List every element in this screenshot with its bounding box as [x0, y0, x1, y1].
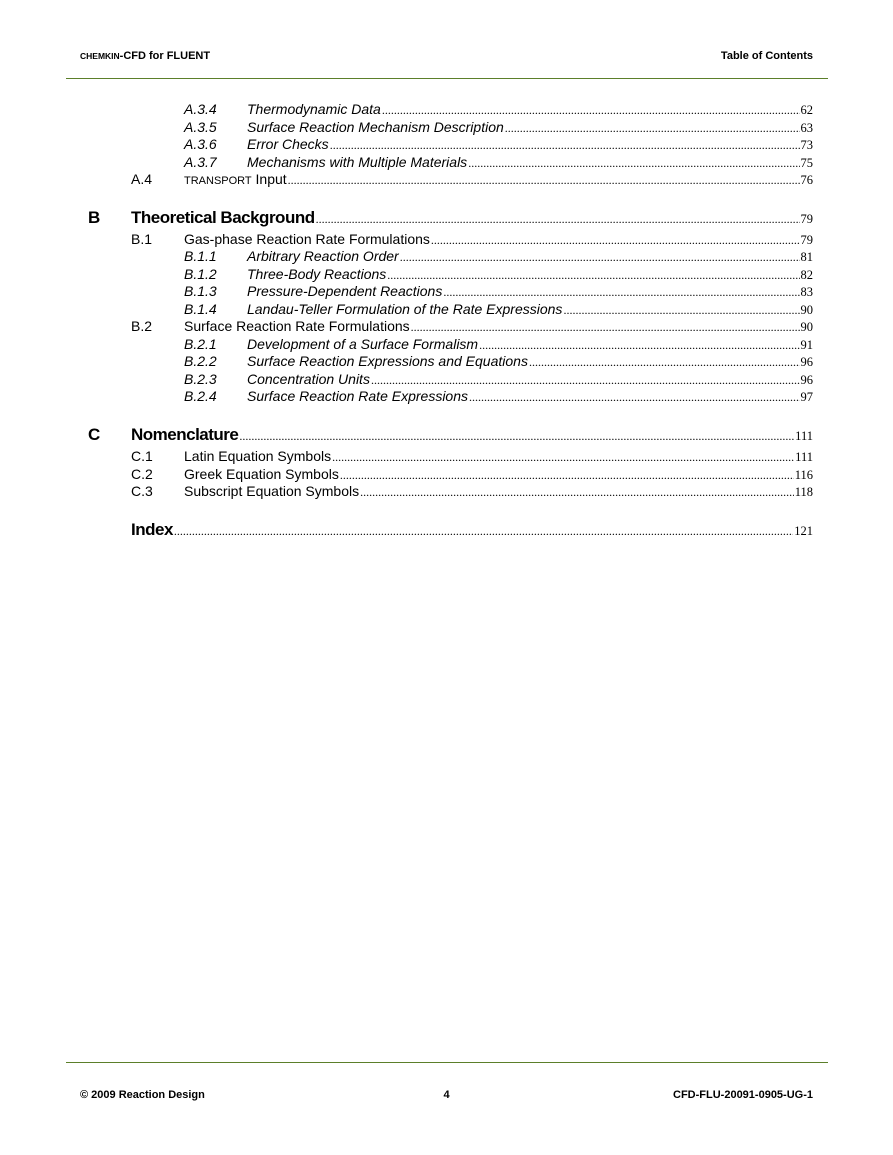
- dot-leader: [469, 388, 800, 406]
- toc-entry-c-2[interactable]: [0, 465, 893, 483]
- toc-number: B.1.1: [184, 248, 217, 264]
- toc-entry-c-3[interactable]: [0, 482, 893, 500]
- toc-number: C.3: [131, 483, 153, 499]
- toc-number: B.2.2: [184, 353, 217, 369]
- toc-title: Landau-Teller Formulation of the Rate Expressions: [247, 301, 563, 317]
- footer-copyright: © 2009 Reaction Design: [80, 1089, 205, 1101]
- dot-leader: [443, 283, 799, 301]
- toc-page: 91: [800, 338, 813, 352]
- toc-number: B.2.3: [184, 371, 217, 387]
- dot-leader: [332, 448, 794, 466]
- toc-entry-a-3-5[interactable]: [0, 118, 893, 136]
- toc-entry-b-1-3[interactable]: [0, 282, 893, 300]
- toc-page: 118: [794, 485, 813, 499]
- toc-number: B.2.1: [184, 336, 217, 352]
- toc-title: Latin Equation Symbols: [184, 448, 332, 464]
- toc-entry-b-1-2[interactable]: [0, 265, 893, 283]
- dot-leader: [382, 101, 800, 119]
- toc-entry-c-1[interactable]: [0, 447, 893, 465]
- toc-title: Index: [131, 520, 173, 539]
- toc-title: Arbitrary Reaction Order: [247, 248, 399, 264]
- toc-title: Concentration Units: [247, 371, 370, 387]
- toc-title: Thermodynamic Data: [247, 101, 381, 117]
- toc-title: Theoretical Background: [131, 208, 315, 227]
- toc-entry-b-2-2[interactable]: [0, 352, 893, 370]
- footer-rule: [66, 1062, 828, 1063]
- toc-page: 79: [800, 233, 813, 247]
- toc-title: Error Checks: [247, 136, 329, 152]
- header-product-smallcaps: CHEMKIN: [80, 51, 120, 61]
- running-header-title: [80, 50, 210, 62]
- footer-page-number: 4: [443, 1089, 450, 1101]
- dot-leader: [239, 425, 794, 447]
- toc-page: 63: [800, 121, 813, 135]
- toc-number: B.1.3: [184, 283, 217, 299]
- toc-entry-a-3-4[interactable]: [0, 100, 893, 118]
- toc-title: Greek Equation Symbols: [184, 466, 339, 482]
- toc-number: C.2: [131, 466, 153, 482]
- toc-chapter-letter: B: [88, 208, 101, 227]
- toc-entry-b-1[interactable]: [0, 230, 893, 248]
- toc-title: Development of a Surface Formalism: [247, 336, 479, 352]
- toc-number: A.3.4: [184, 101, 217, 117]
- toc-title: Pressure-Dependent Reactions: [247, 283, 443, 299]
- toc-page: 121: [794, 524, 813, 538]
- toc-page: 90: [800, 320, 813, 334]
- toc-chapter-c[interactable]: [0, 424, 893, 446]
- toc-title: Nomenclature: [131, 425, 239, 444]
- toc-chapter-index[interactable]: [0, 519, 893, 541]
- toc-entry-b-2-4[interactable]: [0, 387, 893, 405]
- toc-page: 96: [800, 355, 813, 369]
- toc-page: 97: [800, 390, 813, 404]
- running-header-section: Table of Contents: [720, 50, 813, 62]
- toc-title: Surface Reaction Rate Formulations: [184, 318, 410, 334]
- toc-page: 83: [800, 285, 813, 299]
- toc-title: Gas-phase Reaction Rate Formulations: [184, 231, 430, 247]
- toc-entry-a-3-7[interactable]: [0, 153, 893, 171]
- toc-page: 73: [800, 138, 813, 152]
- toc-title: Surface Reaction Rate Expressions: [247, 388, 468, 404]
- toc-entry-b-2-3[interactable]: [0, 370, 893, 388]
- toc-page: 111: [795, 450, 813, 464]
- toc-page: 82: [800, 268, 813, 282]
- dot-leader: [316, 208, 800, 230]
- dot-leader: [411, 318, 800, 336]
- toc-page: 62: [800, 103, 813, 117]
- toc-number: A.4: [131, 171, 153, 187]
- dot-leader: [330, 136, 800, 154]
- dot-leader: [360, 483, 794, 501]
- toc-number: B.2: [131, 318, 153, 334]
- toc-title-smallcaps: TRANSPORT: [184, 175, 252, 187]
- toc-entry-a-4[interactable]: [0, 170, 893, 188]
- toc-entry-a-3-6[interactable]: [0, 135, 893, 153]
- toc-page: 90: [800, 303, 813, 317]
- toc-number: B.1.4: [184, 301, 217, 317]
- toc-page: 116: [794, 468, 813, 482]
- toc-entry-b-1-4[interactable]: [0, 300, 893, 318]
- toc-title: Surface Reaction Expressions and Equations: [247, 353, 528, 369]
- toc-number: A.3.5: [184, 119, 217, 135]
- toc-chapter-letter: C: [88, 425, 101, 444]
- toc-title-suffix: Input: [251, 171, 287, 187]
- toc-chapter-b[interactable]: [0, 207, 893, 229]
- toc-title: Three-Body Reactions: [247, 266, 387, 282]
- header-product-suffix: -CFD for FLUENT: [119, 50, 211, 62]
- toc-page: 79: [800, 212, 813, 226]
- toc-number: A.3.6: [184, 136, 217, 152]
- toc-entry-b-1-1[interactable]: [0, 247, 893, 265]
- toc-page: 111: [795, 429, 813, 443]
- toc-page: 75: [800, 156, 813, 170]
- toc-entry-b-2[interactable]: [0, 317, 893, 335]
- header-rule: [66, 78, 828, 79]
- dot-leader: [174, 520, 793, 542]
- toc-page: 81: [800, 250, 813, 264]
- toc-number: B.2.4: [184, 388, 217, 404]
- toc-number: B.1: [131, 231, 153, 247]
- toc-page: 96: [800, 373, 813, 387]
- toc-title: [184, 170, 287, 190]
- toc-title: Mechanisms with Multiple Materials: [247, 154, 468, 170]
- toc-title: Subscript Equation Symbols: [184, 483, 360, 499]
- dot-leader: [288, 171, 800, 189]
- dot-leader: [529, 353, 800, 371]
- toc-page: 76: [800, 173, 813, 187]
- toc-number: A.3.7: [184, 154, 217, 170]
- dot-leader: [400, 248, 800, 266]
- toc-title: Surface Reaction Mechanism Description: [247, 119, 504, 135]
- toc-number: B.1.2: [184, 266, 217, 282]
- toc-entry-b-2-1[interactable]: [0, 335, 893, 353]
- toc-number: C.1: [131, 448, 153, 464]
- footer-doc-id: CFD-FLU-20091-0905-UG-1: [673, 1089, 813, 1101]
